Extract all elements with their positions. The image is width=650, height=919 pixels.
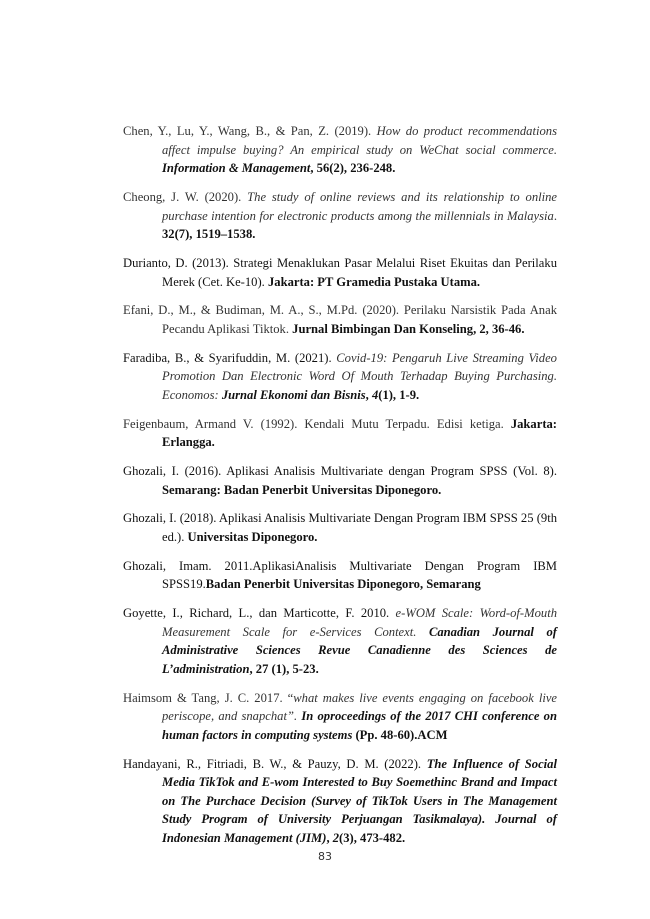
- reference-text: Information & Management: [162, 161, 311, 176]
- reference-entry: [123, 462, 557, 499]
- reference-text: Jurnal Bimbingan Dan Konseling, 2, 36-46.: [292, 321, 525, 336]
- reference-text: (Pp. 48-60).ACM: [352, 727, 448, 742]
- reference-entry: [123, 122, 557, 178]
- reference-text: Handayani, R., Fitriadi, B. W., & Pauzy, D. M. (2022).: [123, 756, 427, 771]
- reference-list: [123, 122, 557, 858]
- reference-text: Semarang: Badan Penerbit Universitas Diponegoro.: [162, 482, 442, 497]
- reference-text: 2: [332, 831, 340, 846]
- reference-text: Covid-19: Pengaruh Live Streaming Video Promotion Dan Electronic Word Of Mouth Terhadap Buying Purchasing. Economos:: [162, 350, 557, 402]
- reference-text: Faradiba, B., & Syarifuddin, M. (2021).: [123, 350, 337, 365]
- reference-text: ,: [365, 387, 372, 402]
- reference-text: , 56(2), 236-248.: [310, 161, 396, 176]
- reference-text: Cheong, J. W. (2020).: [123, 189, 248, 204]
- reference-text: Ghozali, Imam. 2011.AplikasiAnalisis Multivariate Dengan Program IBM SPSS19.: [123, 558, 557, 592]
- reference-text: ,: [326, 831, 333, 846]
- reference-entry: [123, 755, 557, 848]
- reference-text: Haimsom & Tang, J. C. 2017. “: [123, 690, 294, 705]
- reference-text: Jurnal Ekonomi dan Bisnis: [221, 387, 366, 402]
- reference-text: , 27 (1), 5-23.: [249, 661, 319, 676]
- reference-text: The Influence of Social Media TikTok and E-wom Interested to Buy Soemethinc Brand and Impact on The Purchace Decision (Survey of TikTok Users in The Management Study Program of University Perjuangan Tasikmalaya).: [162, 756, 557, 827]
- reference-text: what makes live events engaging on facebook live periscope, and snapchat”.: [162, 690, 557, 724]
- reference-entry: [123, 415, 557, 452]
- reference-text: e-WOM Scale: Word-of-Mouth Measurement Scale for e-Services Context.: [162, 606, 557, 639]
- reference-text: Journal of Indonesian Management (JIM): [162, 812, 557, 846]
- page-number: 83: [318, 850, 332, 863]
- reference-text: Chen, Y., Lu, Y., Wang, B., & Pan, Z. (2019).: [123, 124, 377, 138]
- reference-entry: [123, 509, 557, 546]
- reference-text: Efani, D., M., & Budiman, M. A., S., M.Pd. (2020). Perilaku Narsistik Pada Anak Pecandu Aplikasi Tiktok.: [123, 303, 557, 336]
- reference-text: The study of online reviews and its relationship to online purchase intention for electronic products among the millennials in Malaysia: [162, 189, 558, 223]
- reference-text: Badan Penerbit Universitas Diponegoro, Semarang: [205, 577, 481, 592]
- reference-text: Jakarta: Erlangga.: [162, 416, 557, 450]
- reference-text: Durianto, D. (2013). Strategi Menaklukan Pasar Melalui Riset Ekuitas dan Perilaku Merek (Cet. Ke-10).: [123, 255, 557, 289]
- reference-text: In oproceedings of the 2017 CHI conference on human factors in computing systems: [162, 709, 557, 742]
- reference-text: Feigenbaum, Armand V. (1992). Kendali Mutu Terpadu. Edisi ketiga.: [123, 416, 511, 431]
- reference-entry: [123, 557, 557, 594]
- reference-entry: [123, 188, 557, 244]
- reference-entry: [123, 689, 557, 745]
- reference-text: Ghozali, I. (2018). Aplikasi Analisis Multivariate Dengan Program IBM SPSS 25 (9th ed.).: [123, 511, 557, 544]
- reference-text: .: [553, 208, 557, 223]
- reference-text: How do product recommendations affect impulse buying? An empirical study on WeChat social commerce.: [162, 124, 557, 157]
- reference-text: 32(7), 1519–1538.: [162, 227, 256, 242]
- reference-entry: [123, 254, 557, 291]
- reference-entry: [123, 604, 557, 678]
- reference-text: (3), 473-482.: [339, 831, 406, 846]
- reference-text: Ghozali, I. (2016). Aplikasi Analisis Multivariate dengan Program SPSS (Vol. 8).: [123, 464, 557, 479]
- reference-entry: [123, 349, 557, 405]
- reference-text: (1), 1-9.: [378, 387, 420, 402]
- reference-text: Jakarta: PT Gramedia Pustaka Utama.: [267, 274, 481, 289]
- reference-text: 4: [371, 387, 379, 402]
- reference-text: Canadian Journal of Administrative Sciences Revue Canadienne des Sciences de L’administration: [162, 624, 557, 676]
- reference-text: Universitas Diponegoro.: [187, 530, 318, 544]
- reference-text: Goyette, I., Richard, L., dan Marticotte, F. 2010.: [123, 606, 396, 621]
- reference-entry: [123, 301, 557, 338]
